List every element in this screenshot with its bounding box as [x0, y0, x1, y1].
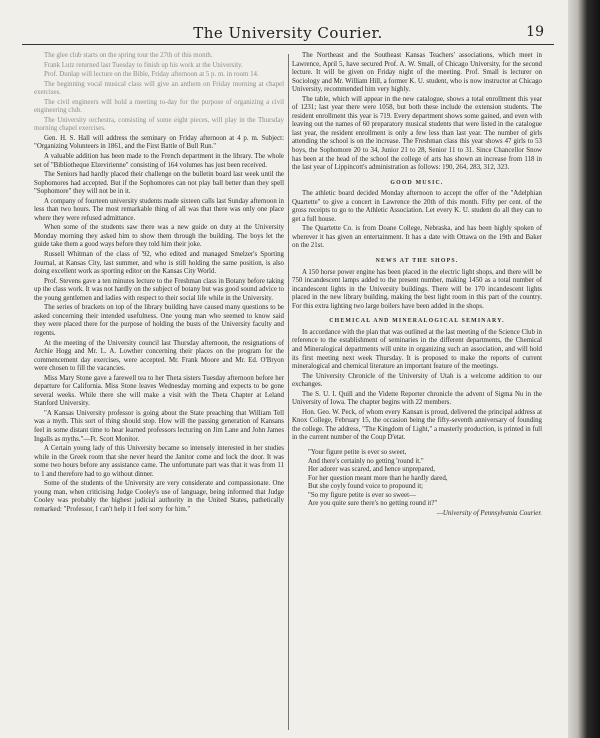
page-edge	[568, 0, 600, 738]
news-paragraph: Gen. H. S. Hall will address the seminary on Friday afternoon at 4 p. m. Subject: "Organizing Volunteers in 1861, and the First Battle of Bull Run."	[34, 134, 284, 151]
poem-line: "Your figure petite is ever so sweet,	[308, 448, 407, 456]
poem-line: "So my figure petite is ever so sweet—	[308, 491, 416, 499]
right-column	[292, 52, 542, 732]
news-paragraph: The athletic board decided Monday afternoon to accept the offer of the "Adelphian Quartette" to give a concert in Lawrence the 20th of this month. Fifty per cent. of the gross receipts to go to the Athletic Association. Let every K. U. student do all they can to get a full house.	[292, 190, 542, 223]
news-paragraph: When some of the students saw there was a new guide on duty at the University Monday morning they asked him to show them through the building. The boys let the guide take them a good ways before they told him their joke.	[34, 224, 284, 249]
news-paragraph: Frank Lutz returned last Tuesday to finish up his work at the University.	[44, 61, 243, 69]
news-paragraph: The Seniors had hardly placed their challenge on the bulletin board last week until the Sophomores had accepted. But if the Sophomores can not play ball better than they spell "Sophomore" they will not be in it.	[34, 171, 284, 196]
section-heading: CHEMICAL AND MINERALOGICAL SEMINARY.	[329, 318, 505, 325]
news-paragraph: The series of brackets on top of the library building have caused many questions to be asked concerning their intended usefulness. One young man who seemed to know said they were placed there for the purpose of holding the busts of the University faculty and regents.	[34, 304, 284, 337]
news-paragraph: Russell Whitman of the class of '92, who edited and managed Smelzer's Sporting Journal, at Kansas City, last summer, and who is still holding the same position, is also doing excellent work as sporting editor on the Kansas City World.	[34, 251, 284, 276]
news-paragraph: A company of fourteen university students made sixteen calls last Sunday afternoon in less than two hours. The most remarkable thing of all was that there was only one place where they were refused admittance.	[34, 197, 284, 222]
news-paragraph: The Quartette Co. is from Doane College, Nebraska, and has been highly spoken of wherever it has given an entertainment. It has a date with Ottawa on the 19th and Baker on the 21st.	[292, 225, 542, 250]
news-paragraph: A 150 horse power engine has been placed in the electric light shops, and there will be 750 incandescent lamps added to the present number, making 1450 as a total number of incandescent lights in the University buildings. There will be 170 incandescent lights placed in the new library building, making the best light room in this part of the country. For this extra lighting two large boilers have been added in the shops.	[292, 268, 542, 310]
news-paragraph: The beginning vocal musical class will give an anthem on Friday morning at chapel exercises.	[34, 80, 284, 97]
poem-line: But she coyly found voice to propound it;	[308, 483, 424, 491]
page-number: 19	[526, 24, 544, 40]
news-paragraph: Prof. Dunlap will lecture on the Bible, Friday afternoon at 5 p. m. in room 14.	[44, 71, 259, 79]
news-paragraph: Miss Mary Stone gave a farewell tea to her Theta sisters Tuesday afternoon before her departure for California. Miss Stone leaves Wednesday morning and expects to be gone several weeks. While there she will make a visit with the Theta Chapter at Leland Stanford University.	[34, 374, 284, 408]
news-paragraph: A Certain young lady of this University became so intensely interested in her studies while in the Greek room that she never heard the Janitor come and lock the door. It was some two hours before any assistance came. The unfortunate part was that it was from 11 to 1 and therefore had to go without dinner.	[34, 445, 284, 478]
poem	[308, 449, 542, 518]
news-paragraph: "A Kansas University professor is going about the State preaching that William Tell was a myth. This sort of thing should stop. How will the passing generation of Kansans feel in some distant time to hear learned professors lecturing on Jim Lane and John James Ingalls as myths."—Ft. Scott Monitor.	[34, 409, 284, 443]
news-paragraph: A valuable addition has been made to the French department in the library. The whole set of "Bibliotheque Elzevirienne" consisting of 164 volumes has just been received.	[34, 153, 284, 169]
poem-source: —University of Pennsylvania Courier.	[436, 509, 542, 517]
masthead-title: The University Courier.	[193, 24, 383, 42]
column-divider	[288, 54, 289, 730]
news-paragraph: The glee club starts on the spring tour the 27th of this month.	[44, 52, 213, 59]
news-paragraph: The University Chronicle of the University of Utah is a welcome addition to our exchanges.	[292, 372, 542, 389]
news-paragraph: The University orchestra, consisting of some eight pieces, will play in the Thursday morning chapel exercises.	[34, 116, 284, 133]
news-paragraph: Some of the students of the University are very considerate and compassionate. One young man, when criticising Judge Cooley's use of language, being informed that Judge Cooley was probably the highest judicial authority in the United States, pathetically remarked: "Professor, I can't help it I feel sorry for him."	[34, 480, 284, 513]
news-paragraph: The civil engineers will hold a meeting to-day for the purpose of organizing a civil engineering club.	[34, 98, 284, 115]
poem-line: And there's certainly no getting 'round it."	[308, 457, 424, 465]
section-heading: NEWS AT THE SHOPS.	[375, 258, 459, 265]
news-paragraph: Prof. Stevens gave a ten minutes lecture to the Freshman class in Botany before taking up the class work. It was not hardly on the subject of botany but was good sound advice to the young gentlemen and ladies with respect to their social life while in the University.	[34, 277, 284, 302]
news-paragraph: The S. U. I. Quill and the Vidette Reporter chronicle the advent of Sigma Nu in the University of Iowa. The chapter begins with 22 members.	[292, 390, 542, 407]
page-header	[22, 24, 554, 45]
news-paragraph: At the meeting of the University council last Thursday afternoon, the resignations of Archie Hogg and Mr. L. A. Lowther concerning their places on the program for the commencement day exercises, were accepted. Mr. Frank Moore and Mr. Ed. O'Bryon were chosen to fill the vacancies.	[34, 339, 284, 373]
news-paragraph: In accordance with the plan that was outlined at the last meeting of the Science Club in reference to the establishment of seminaries in the different departments, the Chemical and Mineralogical departments will unite in organizing such an association, and will hold its first meeting next week Thursday. It is proposed to make the reports of current mineralogical and chemical literature an important feature of the meetings.	[292, 328, 542, 371]
section-heading: GOOD MUSIC.	[390, 179, 444, 186]
poem-line: Are you quite sure there's no getting round it?"	[308, 500, 438, 508]
news-paragraph: Hon. Geo. W. Peck, of whom every Kansan is proud, delivered the principal address at Knox College, February 15, the occasion being the fifty-seventh anniversary of founding the college. The address, "The Kingdom of Light," a masterly production, is printed in full in the current number of the Coup D'etat.	[292, 408, 542, 442]
poem-line: Her adorer was scared, and hence unprepared,	[308, 466, 436, 474]
left-column	[34, 52, 284, 732]
news-paragraph: The table, which will appear in the new catalogue, shows a total enrollment this year of 1231; last year there were 1058, but both these include the extension students. The resident enrollment this year is 719. Every department shows some gained, and even with leaving out the names of 60 preparatory musical students that were listed in the catalogue last year, the resident enrollment is only a few less than last year. The number of girls attending the school is on the increase. The Freshman class this year shows 47 girls to 53 boys, the Sophomore 20 to 34, Junior 21 to 28, Senior 11 to 31. Since Chancellor Snow has been at the head of the school the college of arts has shown an increase from 118 in the last year of Lippincott's administration as follows: 190, 264, 283, 312, 323.	[292, 95, 542, 172]
news-paragraph: The Northeast and the Southeast Kansas Teachers' associations, which meet in Lawrence, April 5, have secured Prof. A. W. Small, of Chicago University, for the second lecture. It will be given on Friday night of the meeting. Prof. Small is lecturer on Sociology and Mr. William Hill, a former K. U. student, who is now instructor at Chicago University, recommended him very highly.	[292, 52, 542, 94]
poem-line: For her question meant more than he hardly dared,	[308, 474, 448, 482]
